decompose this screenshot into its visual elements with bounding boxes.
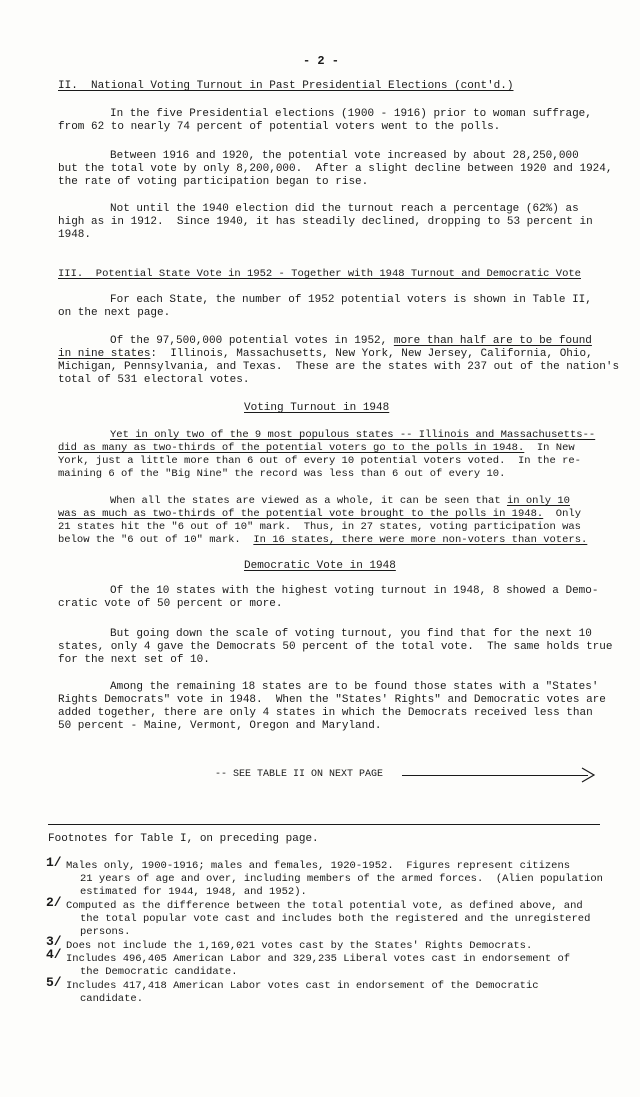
section-3-paragraph-3-line: maining 6 of the "Big Nine" the record was less than 6 out of every 10.: [58, 468, 506, 480]
footnote-mark: 3/: [46, 934, 62, 949]
footnote-line: Includes 417,418 American Labor votes cast in endorsement of the Democratic: [66, 980, 539, 992]
section-3-paragraph-3-line: Yet in only two of the 9 most populous states -- Illinois and Massachusetts--: [110, 429, 596, 441]
footnote-line: candidate.: [80, 993, 144, 1005]
footnote-divider: [48, 824, 600, 825]
paragraph-text: Of the 97,500,000 potential votes in 1952,: [110, 335, 394, 347]
see-next-page-note: -- SEE TABLE II ON NEXT PAGE: [215, 769, 384, 780]
underlined-text: in nine states: [58, 348, 151, 360]
section-3-paragraph-2-line: [110, 335, 592, 348]
section-3-paragraph-4-line: [58, 534, 587, 547]
section-2-paragraph-1-line: In the five Presidential elections (1900 - 1916) prior to woman suffrage,: [110, 108, 592, 120]
section-3-paragraph-5-line: Of the 10 states with the highest voting turnout in 1948, 8 showed a Demo-: [110, 585, 599, 597]
footnote-mark: 2/: [46, 895, 62, 910]
footnote-mark: 1/: [46, 855, 62, 870]
section-3-paragraph-1-line: on the next page.: [58, 307, 171, 319]
section-2-paragraph-3-line: 1948.: [58, 229, 92, 241]
section-3-paragraph-4-line: [58, 508, 581, 521]
footnote-line: Includes 496,405 American Labor and 329,235 Liberal votes cast in endorsement of: [66, 953, 571, 965]
section-3-paragraph-3-line: [58, 442, 575, 455]
section-3-paragraph-6-line: for the next set of 10.: [58, 654, 210, 666]
section-3-paragraph-2-line: [58, 348, 593, 361]
footnote-line: 21 years of age and over, including members of the armed forces. (Alien population: [80, 873, 603, 885]
section-3-paragraph-4-line: [110, 495, 570, 508]
page-number: - 2 -: [303, 54, 340, 68]
underlined-text: more than half are to be found: [393, 335, 592, 347]
section-3-paragraph-7-line: Rights Democrats" vote in 1948. When the "States' Rights" and Democratic votes are: [58, 694, 606, 706]
section-2-paragraph-3-line: Not until the 1940 election did the turnout reach a percentage (62%) as: [110, 203, 579, 215]
section-2-heading: II. National Voting Turnout in Past Presidential Elections (cont'd.): [58, 80, 514, 92]
section-3-paragraph-6-line: states, only 4 gave the Democrats 50 percent of the total vote. The same holds true: [58, 641, 613, 653]
section-3-paragraph-2-line: Michigan, Pennsylvania, and Texas. These are the states with 237 out of the nation's: [58, 361, 620, 373]
section-3-heading: III. Potential State Vote in 1952 - Together with 1948 Turnout and Democratic Vote: [58, 268, 581, 280]
footnotes-heading: Footnotes for Table I, on preceding page.: [48, 833, 319, 845]
paragraph-text: In New: [524, 442, 575, 454]
section-3-paragraph-6-line: But going down the scale of voting turnout, you find that for the next 10: [110, 628, 592, 640]
arrow-right-icon: [580, 766, 598, 784]
footnote-line: Males only, 1900-1916; males and females, 1920-1952. Figures represent citizens: [66, 860, 571, 872]
footnote-line: Does not include the 1,169,021 votes cast by the States' Rights Democrats.: [66, 940, 533, 952]
paragraph-text: When all the states are viewed as a whole, it can be seen that: [110, 495, 507, 507]
section-3-paragraph-4-line: 21 states hit the "6 out of 10" mark. Thus, in 27 states, voting participation was: [58, 521, 581, 533]
subheading-voting-turnout: Voting Turnout in 1948: [244, 402, 390, 414]
subheading-democratic-vote: Democratic Vote in 1948: [244, 560, 396, 572]
section-2-paragraph-2-line: Between 1916 and 1920, the potential vote increased by about 28,250,000: [110, 150, 579, 162]
footnote-mark: 5/: [46, 975, 62, 990]
paragraph-text: below the "6 out of 10" mark.: [58, 534, 254, 546]
footnote-line: the Democratic candidate.: [80, 966, 238, 978]
underlined-text: in only 10: [506, 495, 570, 507]
footnote-line: Computed as the difference between the total potential vote, as defined above, and: [66, 900, 583, 912]
section-3-paragraph-7-line: 50 percent - Maine, Vermont, Oregon and Maryland.: [58, 720, 382, 732]
section-2-paragraph-1-line: from 62 to nearly 74 percent of potential voters went to the polls.: [58, 121, 501, 133]
paragraph-text: Only: [543, 508, 581, 520]
section-2-paragraph-2-line: the rate of voting participation began to rise.: [58, 176, 369, 188]
footnote-mark: 4/: [46, 947, 62, 962]
underlined-text: In 16 states, there were more non-voters than voters.: [253, 534, 588, 546]
underlined-text: did as many as two-thirds of the potential voters go to the polls in 1948.: [58, 442, 525, 454]
section-3-paragraph-7-line: added together, there are only 4 states in which the Democrats received less than: [58, 707, 593, 719]
footnote-line: the total popular vote cast and includes both the registered and the unregistered: [80, 913, 591, 925]
arrow-line: [402, 775, 588, 776]
paragraph-text: : Illinois, Massachusetts, New York, New Jersey, California, Ohio,: [150, 348, 593, 360]
footnote-line: persons.: [80, 926, 131, 938]
footnote-line: estimated for 1944, 1948, and 1952).: [80, 886, 307, 898]
section-2-paragraph-3-line: high as in 1912. Since 1940, it has steadily declined, dropping to 53 percent in: [58, 216, 593, 228]
section-3-paragraph-2-line: total of 531 electoral votes.: [58, 374, 250, 386]
section-2-paragraph-2-line: but the total vote by only 8,200,000. After a slight decline between 1920 and 1924,: [58, 163, 613, 175]
section-3-paragraph-3-line: York, just a little more than 6 out of every 10 potential voters voted. In the re-: [58, 455, 581, 467]
section-3-paragraph-7-line: Among the remaining 18 states are to be found those states with a "States': [110, 681, 599, 693]
section-3-paragraph-5-line: cratic vote of 50 percent or more.: [58, 598, 283, 610]
underlined-text: was as much as two-thirds of the potential vote brought to the polls in 1948.: [58, 508, 544, 520]
section-3-paragraph-1-line: For each State, the number of 1952 potential voters is shown in Table II,: [110, 294, 592, 306]
